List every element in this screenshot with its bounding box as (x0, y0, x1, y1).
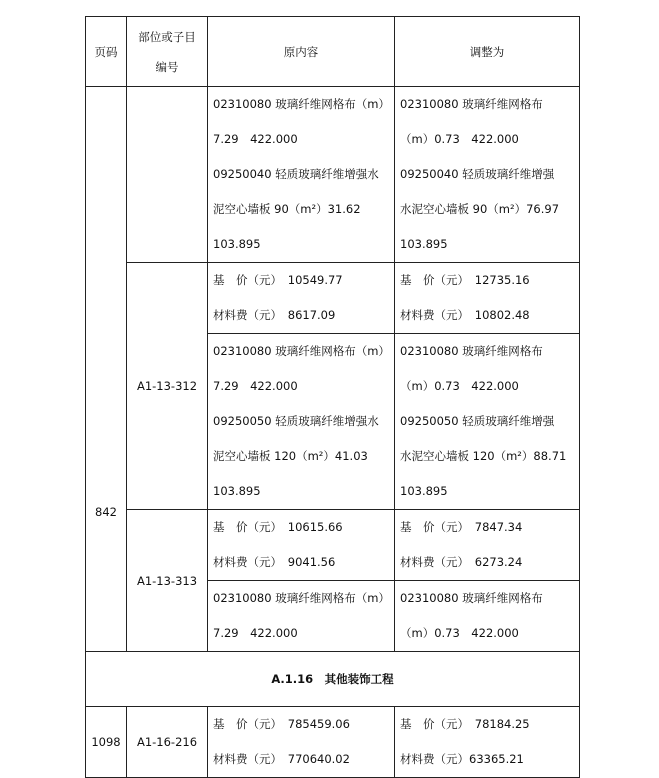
adjusted-line: （m）0.73 422.000 (400, 132, 519, 146)
original-cell (208, 707, 395, 778)
original-line: 泥空心墙板 90（m²）31.62 (213, 202, 361, 216)
adjustment-table (85, 16, 580, 778)
original-line: 基 价（元） 10615.66 (213, 520, 343, 534)
page-number: 842 (95, 505, 117, 519)
code-cell: A1-13-312 (127, 263, 208, 510)
original-line: 基 价（元） 10549.77 (213, 273, 343, 287)
original-line: 103.895 (213, 237, 261, 251)
adjusted-line: 材料费（元） 6273.24 (400, 555, 523, 569)
adjusted-cell (395, 87, 580, 263)
adjusted-cell (395, 334, 580, 510)
header-original: 原内容 (208, 17, 395, 87)
adjusted-line: 基 价（元） 7847.34 (400, 520, 523, 534)
page-number: 1098 (86, 707, 127, 778)
section-title: A.1.16 其他装饰工程 (86, 652, 580, 707)
code-cell: A1-16-216 (127, 707, 208, 778)
original-line: 基 价（元） 785459.06 (213, 717, 350, 731)
table-row (86, 263, 580, 334)
original-line: 材料费（元） 9041.56 (213, 555, 336, 569)
adjusted-line: 09250050 轻质玻璃纤维增强 (400, 414, 555, 428)
original-line: 02310080 玻璃纤维网格布（m） (213, 344, 390, 358)
adjusted-line: 材料费（元）63365.21 (400, 752, 524, 766)
header-adjusted: 调整为 (395, 17, 580, 87)
section-row (86, 652, 580, 707)
adjusted-line: 02310080 玻璃纤维网格布 (400, 591, 543, 605)
adjusted-cell (395, 707, 580, 778)
adjusted-cell (395, 263, 580, 334)
adjusted-line: 103.895 (400, 237, 448, 251)
header-page: 页码 (86, 17, 127, 87)
table-row (86, 510, 580, 581)
adjusted-line: 基 价（元） 12735.16 (400, 273, 530, 287)
adjusted-line: 水泥空心墙板 120（m²）88.71 (400, 449, 567, 463)
original-cell (208, 263, 395, 334)
original-line: 103.895 (213, 484, 261, 498)
table-row (86, 707, 580, 778)
adjusted-line: （m）0.73 422.000 (400, 379, 519, 393)
adjusted-cell (395, 581, 580, 652)
adjusted-line: 09250040 轻质玻璃纤维增强 (400, 167, 555, 181)
original-line: 材料费（元） 770640.02 (213, 752, 350, 766)
original-cell (208, 581, 395, 652)
original-line: 02310080 玻璃纤维网格布（m） (213, 591, 390, 605)
page-cell-842 (86, 87, 127, 652)
adjusted-line: 103.895 (400, 484, 448, 498)
header-code-line2: 编号 (155, 59, 179, 74)
original-cell (208, 87, 395, 263)
adjusted-line: （m）0.73 422.000 (400, 626, 519, 640)
adjusted-line: 材料费（元） 10802.48 (400, 308, 530, 322)
header-code (127, 17, 208, 87)
original-line: 7.29 422.000 (213, 132, 298, 146)
original-line: 09250040 轻质玻璃纤维增强水 (213, 167, 379, 181)
original-line: 7.29 422.000 (213, 379, 298, 393)
adjusted-line: 水泥空心墙板 90（m²）76.97 (400, 202, 560, 216)
original-line: 02310080 玻璃纤维网格布（m） (213, 97, 390, 111)
original-line: 泥空心墙板 120（m²）41.03 (213, 449, 368, 463)
original-cell (208, 510, 395, 581)
adjusted-cell (395, 510, 580, 581)
code-cell: A1-13-313 (127, 510, 208, 652)
code-cell-empty (127, 87, 208, 263)
adjusted-line: 02310080 玻璃纤维网格布 (400, 344, 543, 358)
original-line: 7.29 422.000 (213, 626, 298, 640)
original-cell (208, 334, 395, 510)
original-line: 材料费（元） 8617.09 (213, 308, 336, 322)
table-header-row (86, 17, 580, 87)
original-line: 09250050 轻质玻璃纤维增强水 (213, 414, 379, 428)
table-row (86, 87, 580, 263)
header-code-line1: 部位或子目 (138, 29, 196, 44)
adjusted-line: 基 价（元） 78184.25 (400, 717, 530, 731)
adjusted-line: 02310080 玻璃纤维网格布 (400, 97, 543, 111)
